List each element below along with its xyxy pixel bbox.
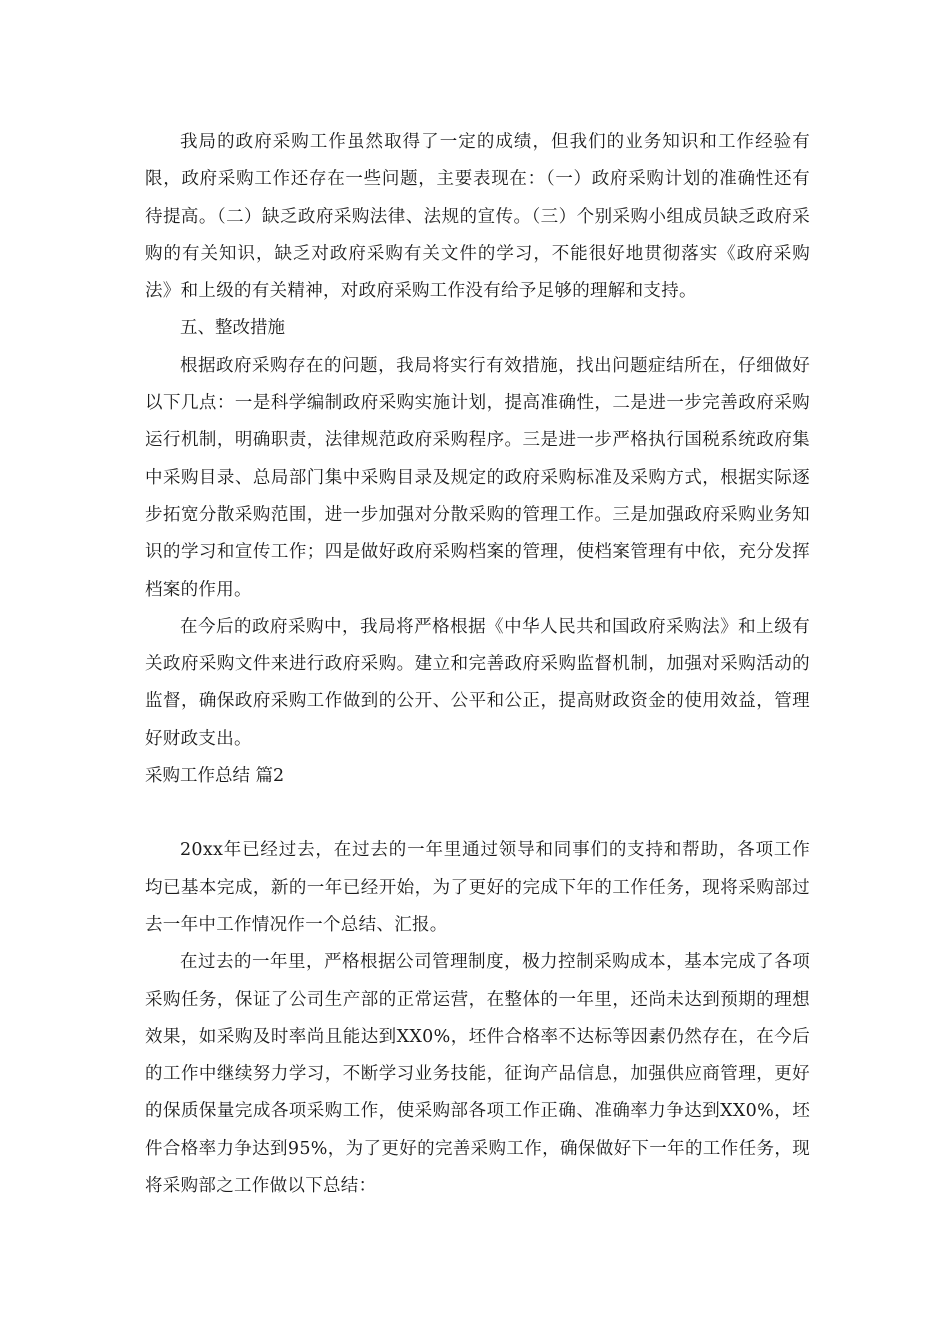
section-gap <box>145 795 810 832</box>
paragraph-problems: 我局的政府采购工作虽然取得了一定的成绩，但我们的业务知识和工作经验有限，政府采购工作还存在一些问题，主要表现在：（一）政府采购计划的准确性还有待提高。（二）缺乏政府采购法律、法规的宣传。（三）个别采购小组成员缺乏政府采购的有关知识，缺乏对政府采购有关文件的学习，不能很好地贯彻落实《政府采购法》和上级的有关精神，对政府采购工作没有给予足够的理解和支持。 <box>145 132 810 302</box>
heading-rectification: 五、整改措施 <box>180 318 285 339</box>
document-body <box>145 124 810 1205</box>
paragraph-measures: 根据政府采购存在的问题，我局将实行有效措施，找出问题症结所在，仔细做好以下几点：一是科学编制政府采购实施计划，提高准确性，二是进一步完善政府采购运行机制，明确职责，法律规范政府采购程序。三是进一步严格执行国税系统政府集中采购目录、总局部门集中采购目录及规定的政府采购标准及采购方式，根据实际逐步拓宽分散采购范围，进一步加强对分散采购的管理工作。三是加强政府采购业务知识的学习和宣传工作；四是做好政府采购档案的管理，使档案管理有中依，充分发挥档案的作用。 <box>145 355 810 600</box>
paragraph-procurement-summary: 在过去的一年里，严格根据公司管理制度，极力控制采购成本，基本完成了各项采购任务，保证了公司生产部的正常运营，在整体的一年里，还尚未达到预期的理想效果，如采购及时率尚且能达到XX0%，坯件合格率不达标等因素仍然存在，在今后的工作中继续努力学习，不断学习业务技能，征询产品信息，加强供应商管理，更好的保质保量完成各项采购工作，使采购部各项工作正确、准确率力争达到XX0%，坯件合格率力争达到95%，为了更好的完善采购工作，确保做好下一年的工作任务，现将采购部之工作做以下总结： <box>145 952 810 1197</box>
paragraph-year-review: 20xx年已经过去，在过去的一年里通过领导和同事们的支持和帮助，各项工作均已基本完成，新的一年已经开始，为了更好的完成下年的工作任务，现将采购部过去一年中工作情况作一个总结、汇报。 <box>145 840 810 935</box>
section-title: 采购工作总结 篇2 <box>145 766 285 787</box>
paragraph-future: 在今后的政府采购中，我局将严格根据《中华人民共和国政府采购法》和上级有关政府采购文件来进行政府采购。建立和完善政府采购监督机制，加强对采购活动的监督，确保政府采购工作做到的公开、公平和公正，提高财政资金的使用效益，管理好财政支出。 <box>145 616 810 749</box>
